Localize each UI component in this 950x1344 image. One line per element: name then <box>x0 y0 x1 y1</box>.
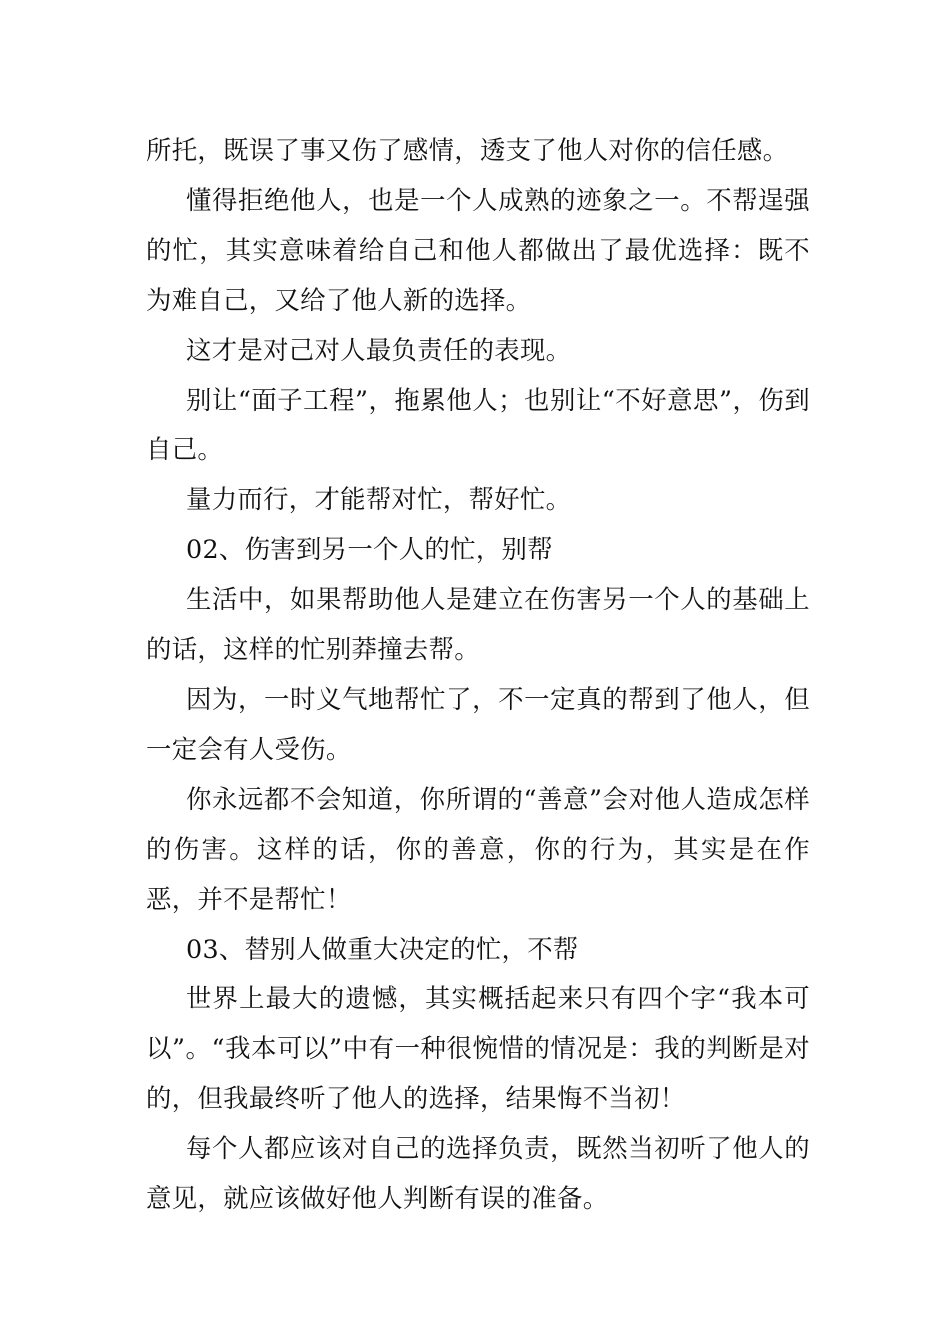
document-body <box>146 126 810 1224</box>
section-heading-03: 03、替别人做重大决定的忙，不帮 <box>186 933 579 964</box>
paragraph: 因为，一时义气地帮忙了，不一定真的帮到了他人，但一定会有人受伤。 <box>146 683 810 764</box>
paragraph: 世界上最大的遗憾，其实概括起来只有四个字“我本可以”。“我本可以”中有一种很惋惜的情况是：我的判断是对的，但我最终听了他人的选择，结果悔不当初！ <box>146 983 810 1114</box>
paragraph: 生活中，如果帮助他人是建立在伤害另一个人的基础上的话，这样的忙别莽撞去帮。 <box>146 584 810 665</box>
paragraph-continuation: 所托，既误了事又伤了感情，透支了他人对你的信任感。 <box>146 135 789 165</box>
paragraph: 量力而行，才能帮对忙，帮好忙。 <box>186 484 572 515</box>
paragraph: 每个人都应该对自己的选择负责，既然当初听了他人的意见，就应该做好他人判断有误的准备。 <box>146 1133 810 1214</box>
paragraph: 别让“面子工程”，拖累他人；也别让“不好意思”，伤到自己。 <box>146 384 810 465</box>
paragraph: 你永远都不会知道，你所谓的“善意”会对他人造成怎样的伤害。这样的话，你的善意，你的行为，其实是在作恶，并不是帮忙！ <box>146 783 810 914</box>
paragraph: 懂得拒绝他人，也是一个人成熟的迹象之一。不帮逞强的忙，其实意味着给自己和他人都做出了最优选择：既不为难自己，又给了他人新的选择。 <box>146 184 810 315</box>
paragraph: 这才是对己对人最负责任的表现。 <box>186 334 572 365</box>
section-heading-02: 02、伤害到另一个人的忙，别帮 <box>186 534 553 565</box>
